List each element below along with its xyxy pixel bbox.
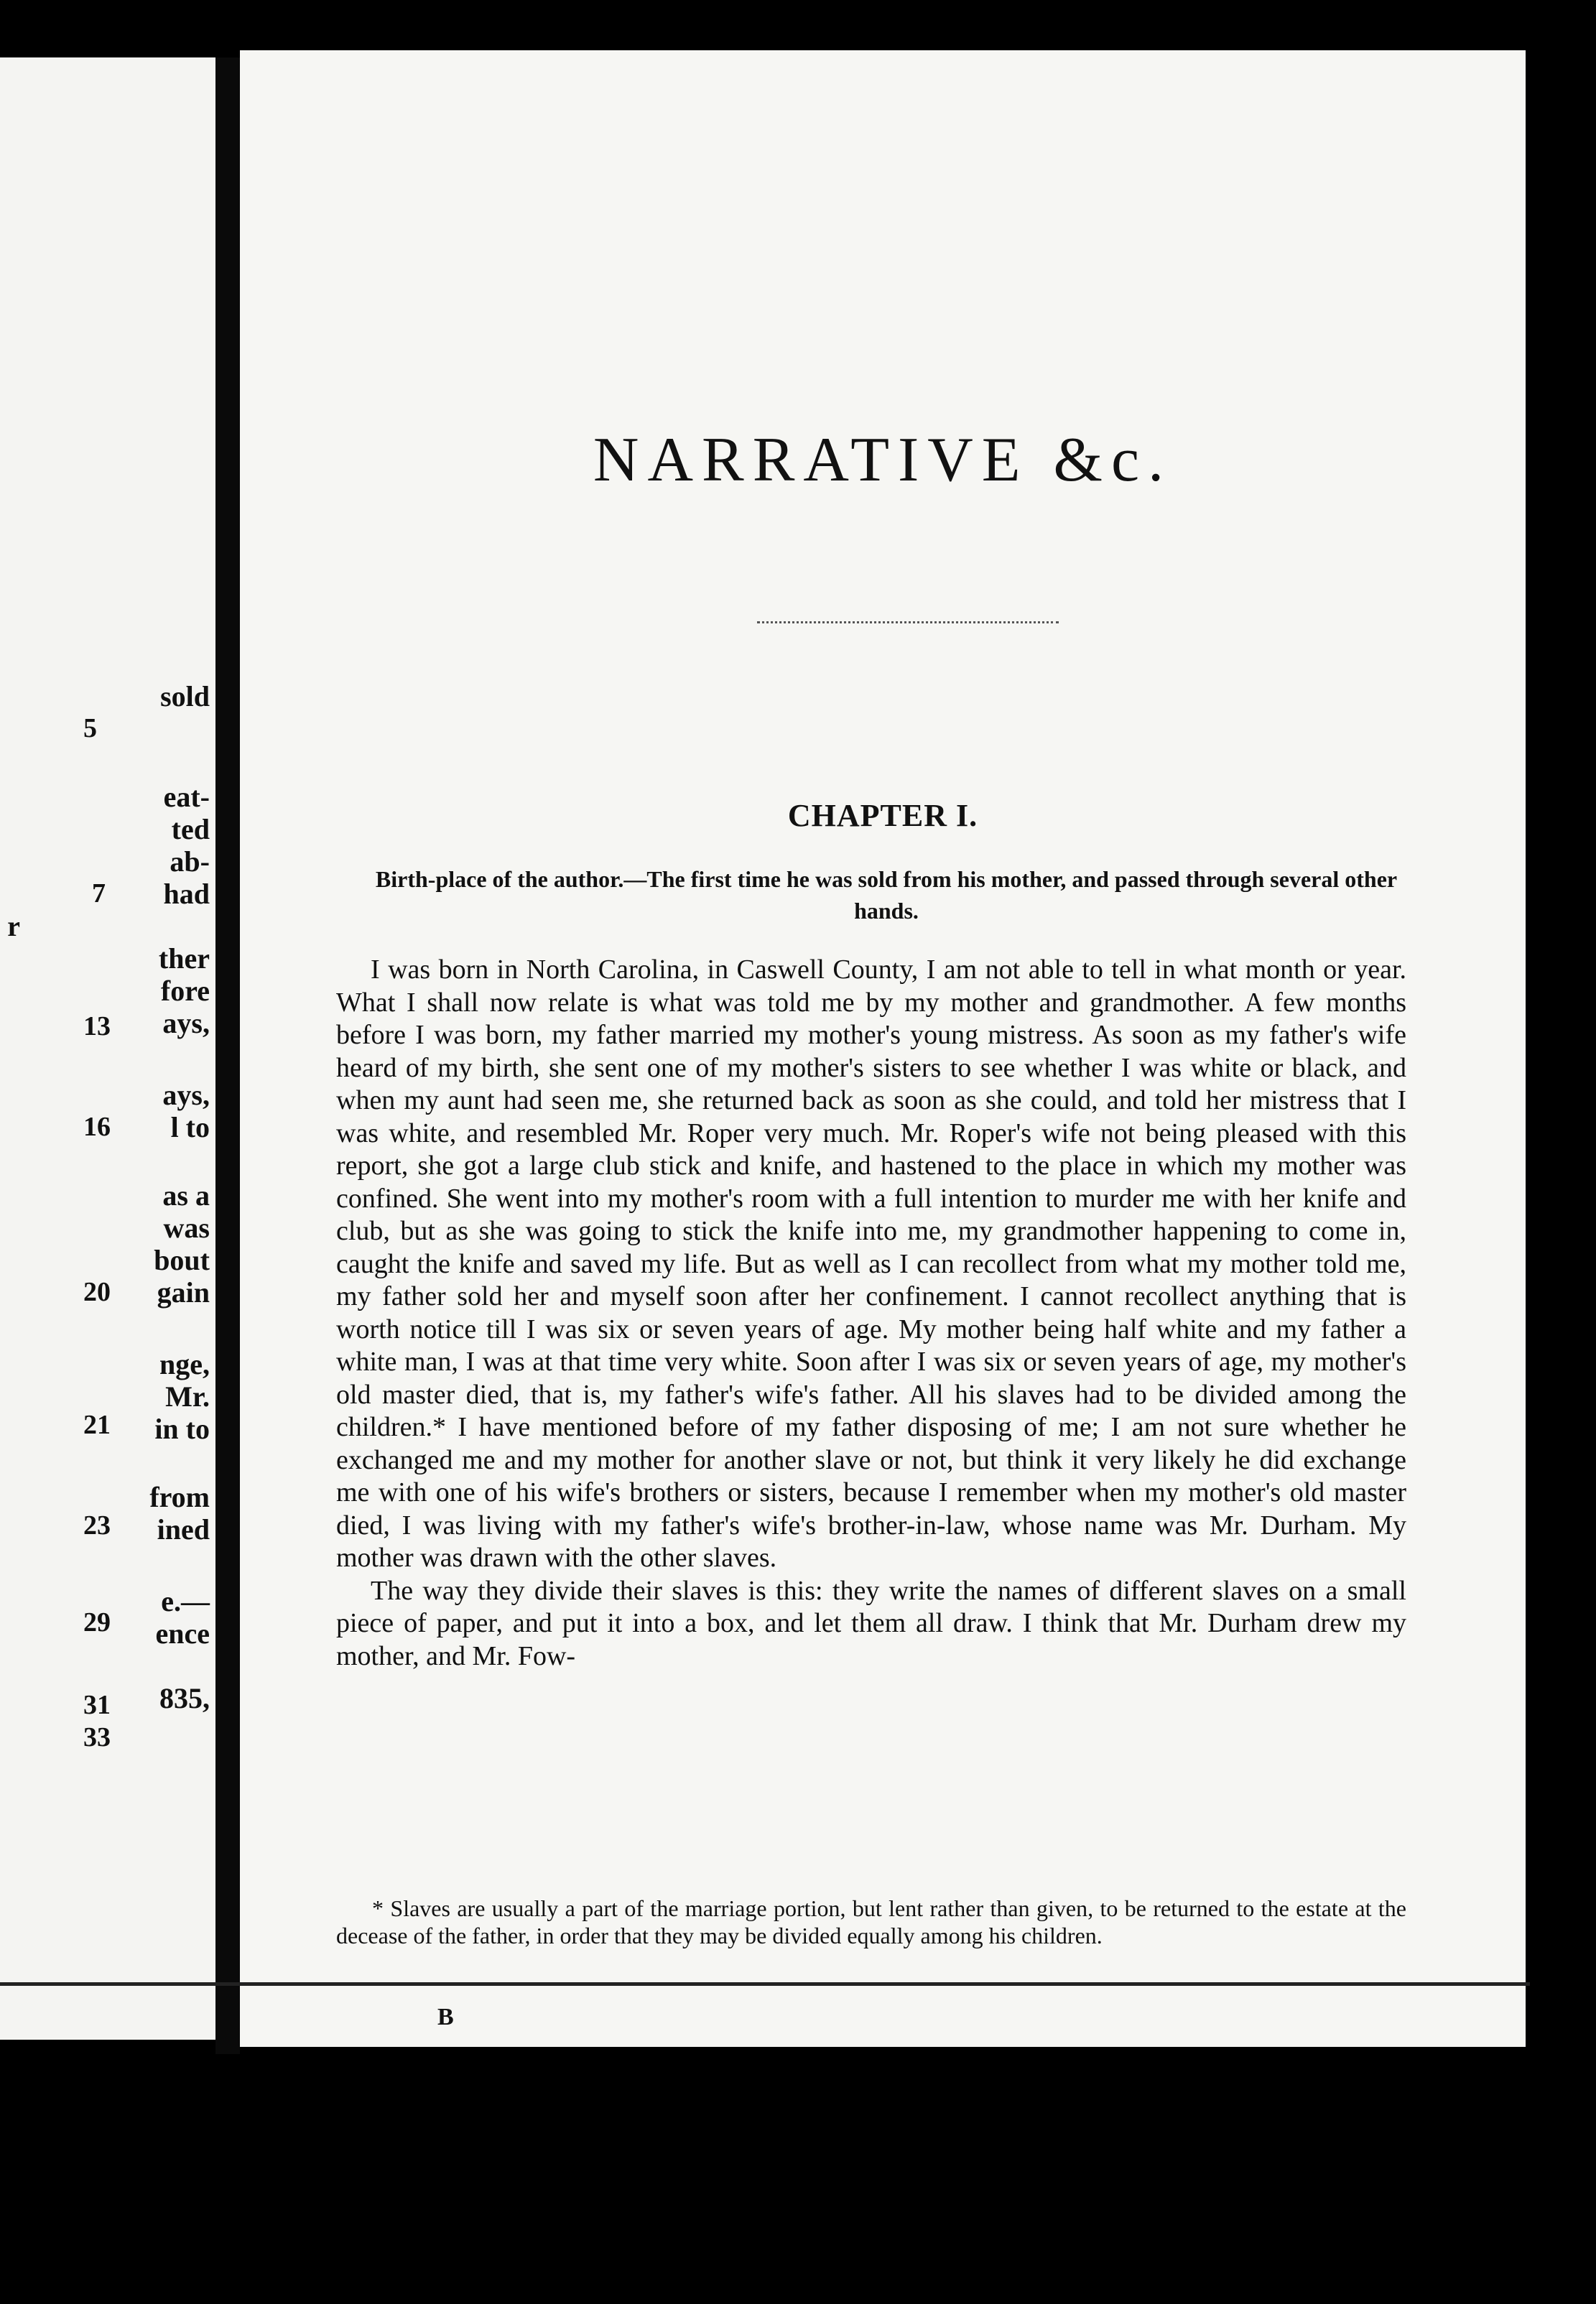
paragraph: The way they divide their slaves is this: they write the names of different slaves on a small piece of paper, and put it into a box, and let them all draw. I think that Mr. Durham drew my mother, and Mr. Fow-: [336, 1575, 1406, 1671]
left-page-fragment: r: [7, 910, 20, 942]
left-page-fragment: Mr.: [165, 1380, 210, 1413]
page-title: NARRATIVE &c.: [593, 425, 1173, 495]
left-page-fragment: e.—: [161, 1585, 210, 1617]
left-page-number: 31: [83, 1690, 111, 1720]
book-spine: [215, 57, 240, 2054]
left-page-number: 23: [83, 1510, 111, 1541]
left-page-fragment: as a: [162, 1179, 210, 1212]
left-page-number: 16: [83, 1112, 111, 1142]
left-page-number: 33: [83, 1722, 111, 1752]
left-page-number: 5: [83, 713, 97, 743]
chapter-heading: CHAPTER I.: [787, 798, 978, 833]
chapter-summary: Birth-place of the author.—The first time he was sold from his mother, and passed through several other hands.: [375, 866, 1398, 924]
page-bottom-edge: [0, 1982, 1530, 1986]
left-page-fragment: ence: [155, 1617, 210, 1650]
left-page-fragment: bout: [154, 1244, 210, 1276]
left-adjoining-page: [0, 57, 215, 2040]
left-page-fragment: ays,: [162, 1007, 210, 1039]
left-page-fragment: had: [163, 878, 210, 910]
body-text: [336, 954, 1406, 1673]
left-page-fragment: in to: [154, 1413, 210, 1445]
left-page-fragment: fore: [160, 975, 210, 1007]
left-page-fragment: was: [163, 1212, 210, 1244]
left-page-number: 13: [83, 1011, 111, 1041]
left-page-number: 21: [83, 1410, 111, 1440]
left-page-fragment: from: [149, 1481, 210, 1513]
left-page-fragment: gain: [157, 1276, 210, 1309]
left-page-fragment: ab-: [170, 845, 210, 878]
title-ornament-divider: [757, 621, 1059, 623]
book-page: [240, 50, 1526, 2047]
left-page-fragment: ined: [157, 1513, 210, 1546]
signature-mark: B: [437, 2004, 454, 2030]
left-page-number: 20: [83, 1277, 111, 1307]
left-page-number: 7: [92, 878, 106, 909]
left-page-fragment: ther: [158, 942, 210, 975]
left-page-fragment: eat-: [163, 781, 210, 813]
footnote: * Slaves are usually a part of the marriage portion, but lent rather than given, to be returned to the estate at the decease of the father, in order that they may be divided equally among his children.: [336, 1895, 1406, 1948]
left-page-fragment: nge,: [159, 1348, 210, 1380]
left-page-number: 29: [83, 1607, 111, 1638]
paragraph: I was born in North Carolina, in Caswell County, I am not able to tell in what month or year. What I shall now relate is what was told me by my mother and grandmother. A few months before I was born, my father married my mother's young mistress. As soon as my father's wife heard of my birth, she sent one of my mother's sisters to see whether I was white or black, and when my aunt had seen me, she returned back as soon as she could, and told her mistress that I was white, and resembled Mr. Roper very much. Mr. Roper's wife not being pleased with this report, she got a large club stick and knife, and hastened to the place in which my mother was confined. She went into my mother's room with a full intention to murder me with her knife and club, but as she was going to stick the knife into me, my grandmother happening to come in, caught the knife and saved my life. But as well as I can recollect from what my mother told me, my father sold her and myself soon after her confinement. I cannot recollect anything that is worth notice till I was six or seven years of age. My mother being half white and my father a white man, I was at that time very white. Soon after I was six or seven years of age, my mother's old master died, that is, my father's wife's father. All his slaves had to be divided among the children.* I have mentioned before of my father disposing of me; I am not sure whether he exchanged me and my mother for another slave or not, but think it very likely he did exchange me with one of his wife's brothers or sisters, because I remember when my mother's old master died, I was living with my father's wife's brother-in-law, whose name was Mr. Durham. My mother was drawn with the other slaves.: [336, 954, 1406, 1573]
left-page-fragment: 835,: [159, 1682, 210, 1714]
left-page-fragment: l to: [170, 1111, 210, 1143]
left-page-fragment: ted: [171, 813, 210, 845]
left-page-fragment: ays,: [162, 1079, 210, 1111]
left-page-fragment: sold: [160, 680, 210, 712]
